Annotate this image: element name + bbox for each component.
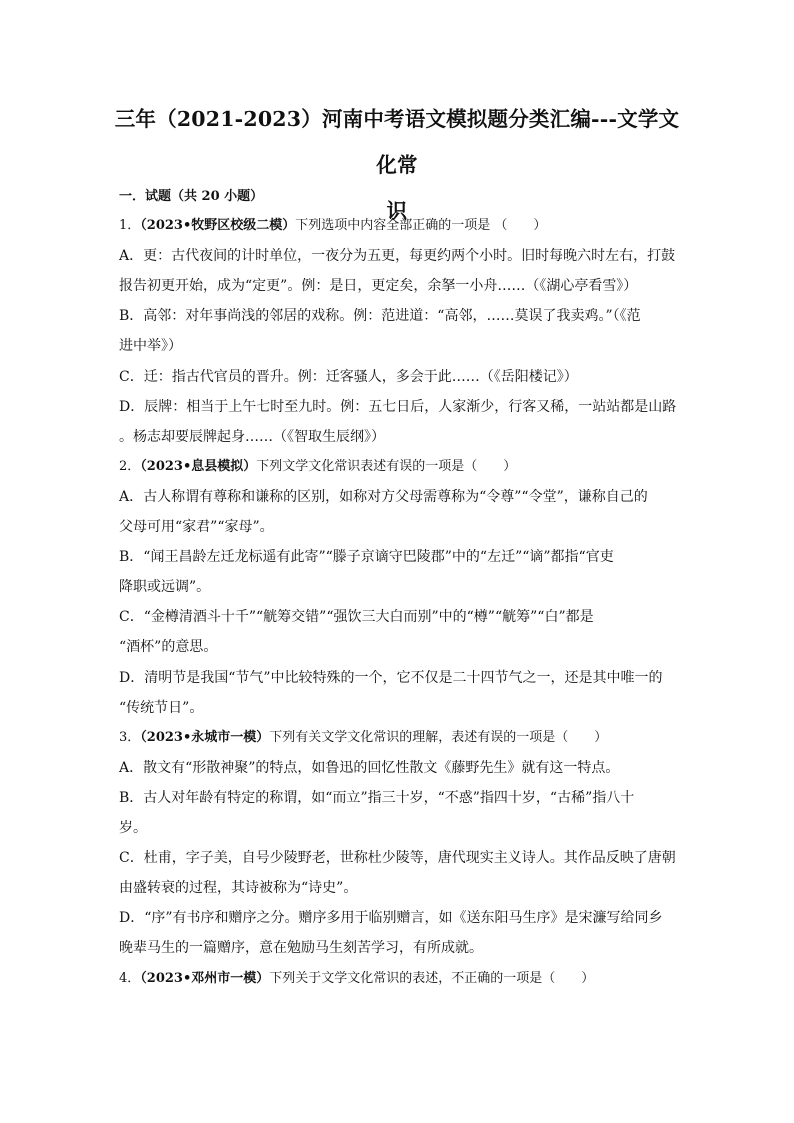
- text-line: “酒杯”的意思。: [119, 639, 218, 656]
- text-line: D．辰牌：相当于上午七时至九时。例：五七日后，人家渐少，行客又稀，一站站都是山路: [119, 398, 677, 415]
- question-text: 下列有关文学文化常识的理解，表述有误的一项是（ ）: [269, 729, 608, 745]
- question-text: 下列选项中内容全部正确的一项是 （ ）: [295, 218, 547, 233]
- text-line: A．古人称谓有尊称和谦称的区别，如称对方父母需尊称为“令尊”“令堂”，谦称自己的: [119, 488, 648, 505]
- document-title: [110, 96, 684, 234]
- question-source: （2023•息县模拟）: [140, 458, 257, 474]
- question-source: （2023•永城市一模）: [140, 729, 270, 745]
- text-line: C．“金樽清酒斗十千”“觥筹交错”“强饮三大白而别”中的“樽”“觥筹”“白”都是: [119, 609, 594, 626]
- question-number: 3．: [119, 729, 141, 745]
- text-line: “传统节日”。: [119, 699, 204, 716]
- question-stem: [119, 969, 679, 989]
- question-stem: [119, 728, 679, 748]
- title-line-1: 三年（2021-2023）河南中考语文模拟题分类汇编---文学文化常: [114, 107, 680, 177]
- question-number: 4．: [119, 970, 141, 986]
- text-line: D．清明节是我国“节气”中比较特殊的一个，它不仅是二十四节气之一，还是其中唯一的: [119, 669, 663, 686]
- text-line: 。杨志却要辰牌起身……（《智取生辰纲》）: [119, 428, 385, 445]
- text-line: B．“闻王昌龄左迁龙标遥有此寄”“滕子京谪守巴陵郡”中的“左迁”“谪”都指“官吏: [119, 549, 614, 566]
- text-line: C．杜甫，字子美，自号少陵野老，世称杜少陵等，唐代现实主义诗人。其作品反映了唐朝: [119, 850, 676, 867]
- text-line: A．散文有“形散神聚”的特点，如鲁迅的回忆性散文《藤野先生》就有这一特点。: [119, 759, 620, 776]
- question-text: 下列文学文化常识表述有误的一项是（ ）: [256, 458, 517, 474]
- text-line: C．迁：指古代官员的晋升。例：迁客骚人，多会于此……（《岳阳楼记》）: [119, 368, 578, 385]
- question-source: （2023•牧野区校级二模）: [140, 218, 296, 233]
- text-line: 由盛转衰的过程，其诗被称为“诗史”。: [119, 880, 358, 897]
- question-number: 1．: [119, 218, 141, 233]
- question-number: 2．: [119, 458, 141, 474]
- question-source: （2023•邓州市一模）: [140, 970, 270, 986]
- title-line-2: 识: [386, 199, 408, 223]
- text-line: 晚辈马生的一篇赠序，意在勉励马生刻苦学习，有所成就。: [119, 940, 483, 957]
- text-line: A．更：古代夜间的计时单位，一夜分为五更，每更约两个小时。旧时每晚六时左右，打鼓: [119, 248, 676, 265]
- text-line: B．高邻：对年事尚浅的邻居的戏称。例：范进道：“高邻，……莫误了我卖鸡。”（《范: [119, 308, 641, 325]
- question-stem: [119, 457, 679, 477]
- text-line: 降职或远调”。: [119, 579, 211, 596]
- text-line: D．“序”有书序和赠序之分。赠序多用于临别赠言，如《送东阳马生序》是宋濂写给同乡: [119, 910, 663, 927]
- text-line: B．古人对年龄有特定的称谓，如“而立”指三十岁，“不惑”指四十岁，“古稀”指八十: [119, 789, 635, 806]
- question-text: 下列关于文学文化常识的表述，不正确的一项是（ ）: [269, 970, 595, 986]
- question-stem: [119, 216, 679, 236]
- text-line: 岁。: [119, 820, 147, 836]
- section-heading: 一．试题（共 20 小题）: [119, 189, 264, 204]
- text-line: 父母可用“家君”“家母”。: [119, 519, 274, 535]
- text-line: 报告初更开始，成为“定更”。例：是日，更定矣，余拏一小舟……（《湖心亭看雪》）: [119, 278, 638, 295]
- text-line: 进中举》）: [119, 338, 182, 355]
